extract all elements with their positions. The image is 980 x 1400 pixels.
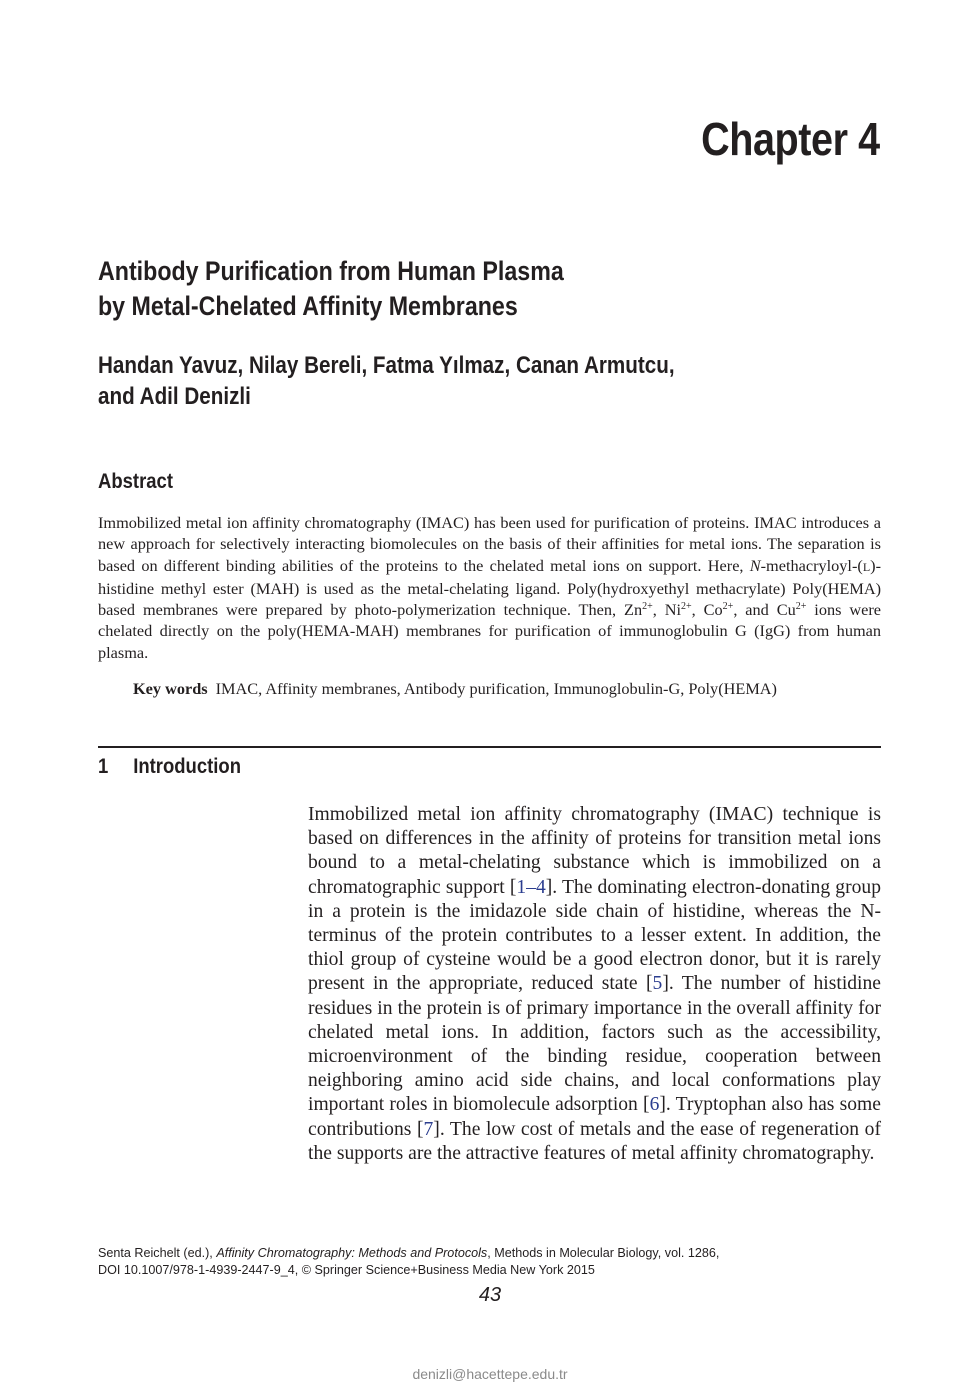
ion-charge: 2+ — [795, 601, 807, 613]
ion-charge: 2+ — [681, 601, 692, 613]
keywords-label: Key words — [133, 679, 208, 698]
separator: , — [691, 600, 704, 620]
footnote-book-title: Affinity Chromatography: Methods and Protocols — [216, 1246, 488, 1260]
footnote-line-1 — [98, 1245, 719, 1262]
abstract-body — [98, 512, 881, 663]
article-title — [98, 254, 564, 324]
introduction-body — [308, 803, 881, 1166]
footnote — [98, 1245, 719, 1278]
intro-text-4: ]. Tryptophan also has some contributions [ — [308, 1094, 881, 1140]
separator: , — [652, 600, 665, 620]
keywords — [133, 679, 777, 699]
watermark: denizli@hacettepe.edu.tr — [412, 1366, 568, 1382]
ion-charge: 2+ — [722, 601, 734, 613]
section-number: 1 — [98, 755, 109, 778]
abstract-text-3: )-histidine methyl ester (MAH) is used as the metal-chelating ligand. Poly(hydroxyethyl methacrylate) Poly(HEMA) based membranes were prepared by photo-polymerization technique. Then, — [98, 555, 881, 620]
abstract-text-1: Immobilized metal ion affinity chromatography (IMAC) has been used for purification of proteins. IMAC introduces a new approach for selectively interacting biomolecules on the basis of their affinities for metal ions. The separation is based on different binding abilities of the proteins to the chelated metal ions on support. Here, — [98, 513, 881, 575]
intro-text-2: ]. The dominating electron-donating group in a protein is the imidazole side chain of histidine, whereas the N-terminus of the protein contributes to a lesser extent. In addition, the thiol group of cysteine would be a good electron donor, but it is rarely present in the appropriate, reduced state [ — [308, 876, 881, 995]
abstract-l-smallcaps: L — [862, 559, 871, 574]
authors-line-1: Handan Yavuz, Nilay Bereli, Fatma Yılmaz, Canan Armutcu, — [98, 352, 675, 379]
separator: , and — [733, 600, 777, 620]
title-line-1: Antibody Purification from Human Plasma — [98, 256, 564, 286]
section-heading — [98, 755, 241, 779]
intro-text-1: Immobilized metal ion affinity chromatography (IMAC) technique is based on differences in the affinity of proteins for transition metal ions bound to a metal-chelating substance which is immobilized on a chromatographic support [ — [308, 804, 881, 898]
abstract-text-4: ions were chelated directly on the poly(HEMA-MAH) membranes for purification of immunoglobulin G (IgG) from human plasma. — [98, 600, 882, 662]
intro-text-5: ]. The low cost of metals and the ease of regeneration of the supports are the attractive features of metal affinity chromatography. — [308, 1118, 881, 1164]
abstract-n-italic: N — [749, 555, 761, 575]
citation-link[interactable]: 7 — [423, 1118, 434, 1140]
ion-cu: Cu — [776, 600, 796, 620]
footnote-series: , Methods in Molecular Biology, vol. 1286, — [487, 1246, 720, 1260]
keywords-text: IMAC, Affinity membranes, Antibody purification, Immunoglobulin-G, Poly(HEMA) — [215, 679, 777, 698]
title-line-2: by Metal-Chelated Affinity Membranes — [98, 291, 518, 321]
section-divider — [98, 746, 881, 748]
section-title: Introduction — [133, 755, 241, 778]
abstract-text-2: -methacryloyl-( — [760, 555, 863, 575]
page-number: 43 — [478, 1284, 502, 1306]
ion-co: Co — [703, 600, 723, 620]
abstract-heading: Abstract — [98, 470, 173, 493]
intro-paragraph — [308, 803, 881, 1166]
abstract-paragraph — [98, 512, 881, 663]
intro-text-3: ]. The number of histidine residues in the protein is of primary importance in the overall affinity for chelated metal ions. In addition, factors such as the accessibility, microenvironment of the binding residue, cooperation between neighboring amino acid side chains, and local conformations play important roles in biomolecule adsorption [ — [308, 973, 881, 1116]
ion-charge: 2+ — [642, 601, 653, 613]
ion-zn: Zn — [624, 600, 643, 620]
footnote-editor: Senta Reichelt (ed.), — [98, 1246, 217, 1260]
footnote-doi: DOI 10.1007/978-1-4939-2447-9_4, © Springer Science+Business Media New York 2015 — [98, 1262, 595, 1277]
citation-link[interactable]: 6 — [649, 1094, 660, 1116]
citation-link[interactable]: 1–4 — [516, 876, 546, 898]
citation-link[interactable]: 5 — [652, 973, 663, 995]
chapter-label: Chapter 4 — [701, 113, 880, 165]
authors-line-2: and Adil Denizli — [98, 383, 251, 410]
ion-ni: Ni — [664, 600, 682, 620]
author-list — [98, 350, 675, 412]
